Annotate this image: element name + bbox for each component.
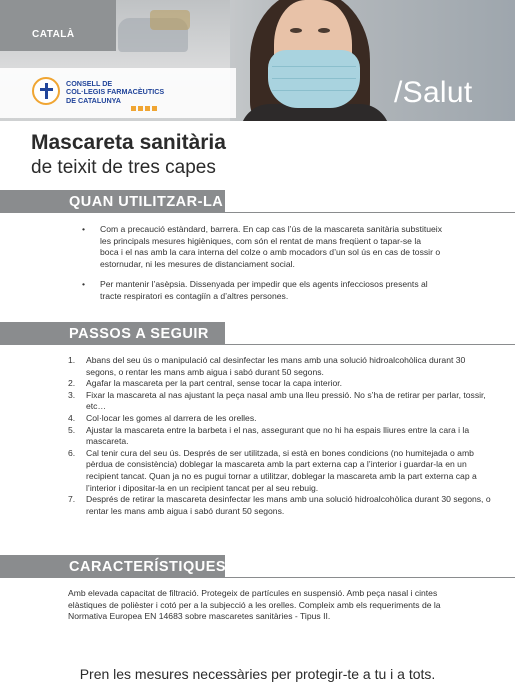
- step-text: Ajustar la mascareta entre la barbeta i el nas, assegurant que no hi ha espais lliures entre la cara i la mascareta.: [86, 424, 470, 447]
- language-tab[interactable]: [0, 0, 116, 51]
- logo-dots: [131, 98, 159, 116]
- car-shape: [150, 10, 190, 30]
- step-number: 3.: [68, 389, 76, 400]
- divider: [225, 344, 515, 345]
- list-item: • Com a precaució estàndard, barrera. En cap cas l’ús de la mascareta sanitària substitueix les principals mesures higièniques, com són el rentat de mans freqüent o tapar-se la boca i el nas amb la cara interna del colze o amb mocadors d’un sol ús en cas de tossir o estornudar, ni les mesures de distanciament social.: [82, 224, 442, 270]
- step-number: 5.: [68, 424, 76, 435]
- step-number: 1.: [68, 355, 76, 365]
- header-photo: [0, 0, 515, 121]
- list-item: [68, 355, 493, 378]
- list-item: [68, 448, 493, 494]
- mask-fold: [272, 78, 356, 79]
- steps-list: [68, 355, 493, 517]
- section-heading-bar: [0, 190, 225, 213]
- pharmacy-cross-icon: [32, 77, 60, 105]
- logo-line: DE CATALUNYA: [66, 95, 121, 105]
- eye: [318, 28, 330, 33]
- usage-list: [82, 224, 442, 312]
- list-item: [68, 378, 493, 390]
- page-subtitle: de teixit de tres capes: [31, 157, 216, 178]
- mask-fold: [272, 66, 356, 67]
- list-item: [68, 425, 493, 448]
- list-item: • Per mantenir l’asèpsia. Dissenyada per impedir que els agents infecciosos presents al tracte respiratori es contagiïn a d’altres persones.: [82, 279, 442, 302]
- section-heading: QUAN UTILITZAR-LA: [69, 194, 224, 210]
- mask-fold: [272, 90, 356, 91]
- step-number: 4.: [68, 412, 76, 423]
- eye: [290, 28, 302, 33]
- step-text: Fixar la mascareta al nas ajustant la peça nasal amb una lleu pressió. No s’ha de retirar per parlar, tossir, etc…: [86, 389, 486, 412]
- section-heading-bar: [0, 555, 225, 578]
- section-heading: PASSOS A SEGUIR: [69, 326, 209, 342]
- characteristics-text: Amb elevada capacitat de filtració. Protegeix de partícules en suspensió. Amb peça nasal i cintes elàstiques de polièster i cotó per a la subjecció a les orelles. Compleix amb els requeriments de la Normativa Europea EN 14683 sobre mascaretes sanitàries - Tipus II.: [68, 588, 441, 622]
- step-text: Abans del seu ús o manipulació cal desinfectar les mans amb una solució hidroalcohòlica durant 30 segons, o rentar les mans amb aigua i sabó durant 50 segons.: [86, 355, 466, 377]
- list-item: [68, 413, 493, 425]
- step-number: 6.: [68, 447, 76, 458]
- page-title: Mascareta sanitària: [31, 131, 226, 154]
- divider: [225, 212, 515, 213]
- footer-slogan: Pren les mesures necessàries per protegir-te a tu i a tots.: [79, 666, 436, 682]
- divider: [225, 577, 515, 578]
- logo-line: CONSELL DE: [66, 79, 113, 88]
- section-heading: CARACTERÍSTIQUES: [69, 559, 227, 575]
- step-text: Cal tenir cura del seu ús. Després de ser utilitzada, si està en bones condicions (no humitejada o amb pèrdua de consistència) doblegar la mascareta amb la part externa cap a l’interior i guardar-la en un recipient tancat. Quan ja no es pugui tornar a utilitzar, doblegar la mascareta amb la part externa cap a l’interior i dipositar-la en un recipient tancat per al seu rebuig.: [86, 447, 477, 493]
- step-text: Col·locar les gomes al darrera de les orelles.: [86, 412, 257, 423]
- step-number: 7.: [68, 494, 76, 505]
- face-mask-image: [268, 50, 360, 108]
- logo-line: COL·LEGIS FARMACÈUTICS: [66, 87, 165, 97]
- step-number: 2.: [68, 378, 76, 389]
- list-item: [68, 494, 493, 517]
- list-item: [68, 390, 493, 413]
- language-label: CATALÀ: [32, 29, 75, 40]
- brand-label: /Salut: [394, 76, 473, 109]
- section-heading-bar: [0, 322, 225, 345]
- step-text: Agafar la mascareta per la part central, sense tocar la capa interior.: [86, 378, 343, 389]
- step-text: Després de retirar la mascareta desinfectar les mans amb una solució hidroalcohòlica durant 30 segons, o rentar les mans amb aigua i sabó durant 50 segons.: [86, 494, 491, 516]
